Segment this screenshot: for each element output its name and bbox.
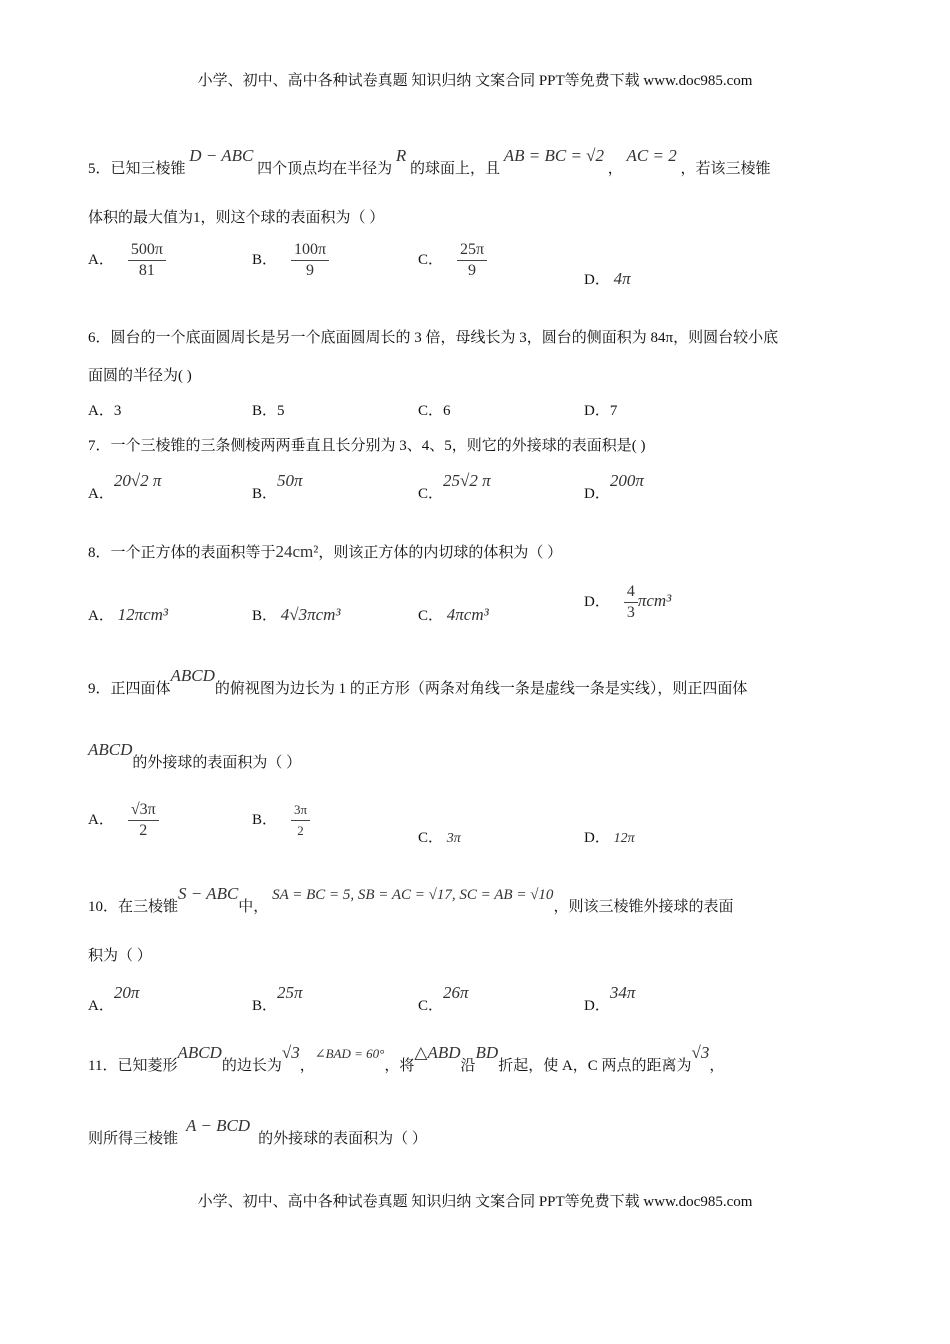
q9-options-1-label: B． — [252, 811, 278, 828]
q6-options-0-value: 3 — [113, 403, 122, 419]
question-7: 7．一个三棱锥的三条侧棱两两垂直且长分别为 3、4、5，则它的外接球的表面积是( ) — [88, 438, 646, 454]
q9-m2: ABCD — [88, 740, 133, 759]
q11-m7: A − BCD — [186, 1116, 251, 1135]
q9-option-d — [584, 826, 635, 847]
q5-line2: 体积的最大值为1，则这个球的表面积为（ ） — [88, 210, 385, 226]
q10-line2: 积为（ ） — [88, 948, 152, 964]
q7-option-c — [418, 471, 491, 503]
q9-t2: 的俯视图为边长为 1 的正方形（两条对角线一条是虚线一条是实线），则正四面体 — [214, 681, 748, 697]
q11-t9: 的外接球的表面积为（ ） — [258, 1131, 427, 1147]
q9-options-0-num: √3π — [128, 800, 159, 821]
q8-options-2-label: C． — [418, 608, 444, 624]
q11-t1: 11．已知菱形 — [88, 1058, 178, 1074]
q7-option-b — [252, 471, 303, 503]
q5-text: ， — [607, 161, 623, 177]
q9-options-0-label: A． — [88, 811, 114, 828]
q8-option-b — [252, 604, 341, 625]
q5-options-0-label: A． — [88, 251, 114, 268]
q9-t3: 的外接球的表面积为（ ） — [132, 755, 302, 771]
q6-options-3-value: 7 — [609, 403, 618, 419]
q5-options-0-num: 500π — [128, 240, 166, 261]
q10-t2: 中， — [238, 899, 269, 915]
q11-m4: △ABD — [414, 1043, 461, 1062]
q11-t3: ， — [299, 1058, 315, 1074]
q6-options-0-label: A． — [88, 403, 114, 419]
q7-options-2-value: 25√2 π — [443, 471, 491, 490]
q5-math: AC = 2 — [626, 146, 677, 165]
q7-options-3-label: D． — [584, 486, 610, 502]
q10-m2: SA = BC = 5, SB = AC = √17, SC = AB = √10 — [272, 887, 554, 903]
q5-option-a — [88, 240, 166, 281]
question-8 — [88, 542, 562, 563]
q5-math: D − ABC — [189, 146, 254, 165]
q10-options-3-label: D． — [584, 998, 610, 1014]
q7-options-1-label: B． — [252, 486, 278, 502]
q8-options-3-suffix: πcm³ — [637, 590, 672, 610]
q5-options-3-label: D． — [584, 272, 610, 288]
q6-options-3-label: D． — [584, 403, 610, 419]
q9-option-b — [252, 800, 310, 841]
q5-text: 四个顶点均在半径为 — [257, 161, 393, 177]
q7-options-0-label: A． — [88, 486, 114, 502]
q6-options-2-value: 6 — [443, 403, 451, 419]
q11-m1: ABCD — [177, 1043, 222, 1062]
q6-options-1-label: B． — [252, 403, 278, 419]
q8-options-3-num: 4 — [624, 582, 638, 603]
question-5 — [88, 146, 771, 179]
q11-t2: 的边长为 — [221, 1058, 282, 1074]
q5-options-3-value: 4π — [613, 269, 631, 288]
q6-options-2-label: C． — [418, 403, 444, 419]
q10-option-a — [88, 983, 140, 1015]
question-9 — [88, 666, 748, 699]
q5-options-2-label: C． — [418, 251, 444, 268]
q7-options-1-value: 50π — [277, 471, 303, 490]
q11-t5: 沿 — [460, 1058, 476, 1074]
q8-options-0-label: A． — [88, 608, 114, 624]
q9-options-1-num: 3π — [291, 800, 310, 821]
q9-option-a — [88, 800, 159, 841]
q11-t6: 折起，使 A，C 两点的距离为 — [498, 1058, 692, 1074]
q10-options-0-label: A． — [88, 998, 114, 1014]
q11-m2: √3 — [281, 1043, 300, 1062]
q8-t2: ，则该正方体的内切球的体积为（ ） — [318, 545, 563, 561]
q5-option-b — [252, 240, 329, 281]
q8-options-3-label: D． — [584, 593, 610, 610]
q8-option-a — [88, 604, 168, 625]
q5-options-0-den: 81 — [138, 262, 155, 279]
page-header: 小学、初中、高中各种试卷真题 知识归纳 文案合同 PPT等免费下载 www.doc985.com — [197, 73, 753, 89]
q9-t1: 9．正四面体 — [88, 681, 171, 697]
q8-option-d — [584, 582, 671, 623]
q7-options-0-value: 20√2 π — [113, 471, 162, 490]
q5-math: AB = BC = √2 — [503, 146, 605, 165]
q5-options-2-num: 25π — [457, 240, 487, 261]
q6-option-b — [252, 399, 285, 420]
q6-option-a — [88, 399, 121, 420]
q5-options-1-label: B． — [252, 251, 278, 268]
q5-text: 5．已知三棱锥 — [88, 161, 186, 177]
q7-options-3-value: 200π — [609, 471, 644, 490]
q8-t1: 8．一个正方体的表面积等于 — [88, 545, 276, 561]
q11-t8: 则所得三棱锥 — [88, 1131, 179, 1147]
q5-option-c — [418, 240, 487, 281]
question-11 — [88, 1043, 725, 1076]
q8-options-1-label: B． — [252, 608, 278, 624]
q6-line2: 面圆的半径为( ) — [88, 368, 192, 384]
q10-options-2-label: C． — [418, 998, 444, 1014]
q8-options-0-value: 12πcm³ — [117, 605, 169, 624]
q8-m1: 24cm² — [275, 542, 319, 561]
q5-options-1-num: 100π — [291, 240, 329, 261]
q8-option-c — [418, 604, 489, 625]
q11-m6: √3 — [691, 1043, 710, 1062]
q5-option-d — [584, 268, 631, 289]
q8-options-1-value: 4√3πcm³ — [280, 605, 341, 624]
q8-options-3-den: 3 — [626, 604, 635, 621]
q9-m1: ABCD — [170, 666, 215, 685]
q5-options-1-den: 9 — [306, 262, 315, 279]
q10-options-0-value: 20π — [113, 983, 140, 1002]
q11-line2 — [88, 1116, 427, 1149]
q9-option-c — [418, 826, 461, 847]
q10-options-2-value: 26π — [443, 983, 469, 1002]
q5-options-2-den: 9 — [468, 262, 477, 279]
q6-option-d — [584, 399, 617, 420]
q11-m5: BD — [475, 1043, 499, 1062]
q9-options-1-den: 2 — [297, 823, 304, 838]
q11-m3: ∠BAD = 60° — [314, 1046, 385, 1061]
question-6: 6．圆台的一个底面圆周长是另一个底面圆周长的 3 倍，母线长为 3，圆台的侧面积为 84π，则圆台较小底 — [88, 330, 779, 346]
q9-line2 — [88, 740, 302, 773]
q5-text: ，若该三棱锥 — [680, 161, 771, 177]
q5-math: R — [395, 146, 407, 165]
q7-option-a — [88, 471, 162, 503]
page-footer: 小学、初中、高中各种试卷真题 知识归纳 文案合同 PPT等免费下载 www.doc985.com — [197, 1194, 753, 1210]
q9-options-2-label: C． — [418, 830, 444, 846]
q10-t1: 10．在三棱锥 — [88, 899, 179, 915]
q9-options-3-label: D． — [584, 830, 610, 846]
q10-m1: S − ABC — [178, 884, 239, 903]
q9-options-0-den: 2 — [139, 822, 148, 839]
q8-options-2-value: 4πcm³ — [446, 605, 489, 624]
q10-options-3-value: 34π — [609, 983, 636, 1002]
q10-option-d — [584, 983, 636, 1015]
q6-options-1-value: 5 — [277, 403, 285, 419]
question-10 — [88, 884, 734, 917]
q11-t7: ， — [709, 1058, 725, 1074]
q10-options-1-value: 25π — [277, 983, 303, 1002]
q10-option-c — [418, 983, 469, 1015]
q9-options-2-value: 3π — [446, 831, 461, 846]
q6-option-c — [418, 399, 451, 420]
q5-text: 的球面上，且 — [409, 161, 500, 177]
q10-option-b — [252, 983, 303, 1015]
q11-t4: ，将 — [384, 1058, 415, 1074]
q9-options-3-value: 12π — [613, 831, 635, 846]
q7-options-2-label: C． — [418, 486, 444, 502]
q7-option-d — [584, 471, 644, 503]
q10-options-1-label: B． — [252, 998, 278, 1014]
q10-t3: ，则该三棱锥外接球的表面 — [553, 899, 734, 915]
